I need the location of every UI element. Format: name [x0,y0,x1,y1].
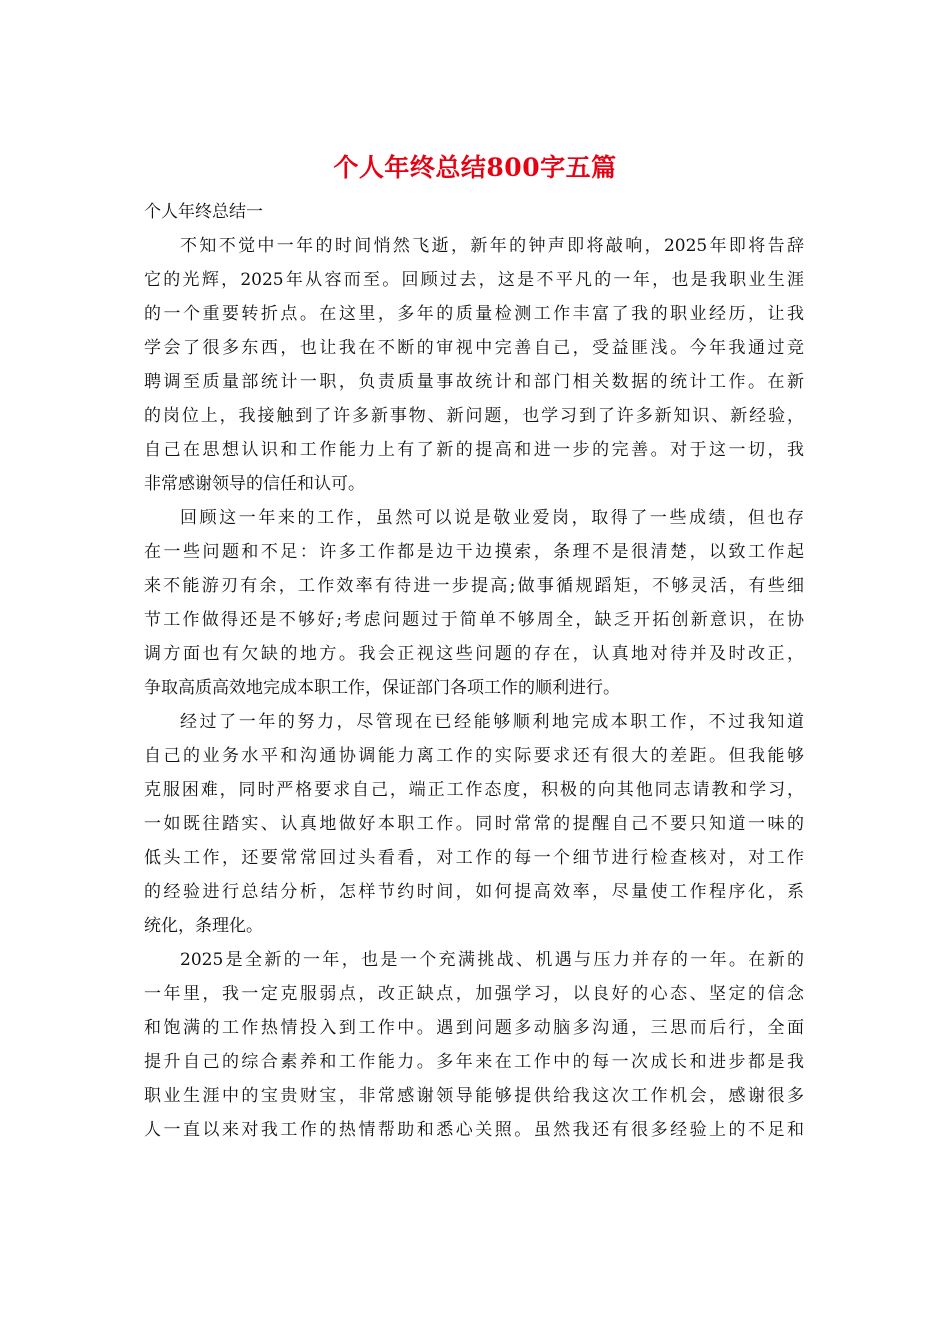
paragraph-line: 自己在思想认识和工作能力上有了新的提高和进一步的完善。对于这一切，我 [144,440,804,460]
paragraph-line: 非常感谢领导的信任和认可。 [144,474,365,494]
paragraph-line: 它的光辉，2025年从容而至。回顾过去，这是不平凡的一年，也是我职业生涯 [144,270,804,290]
paragraph-line: 克服困难，同时严格要求自己，端正工作态度，积极的向其他同志请教和学习， [144,780,804,800]
paragraph-line: 一如既往踏实、认真地做好本职工作。同时常常的提醒自己不要只知道一味的 [144,814,804,834]
paragraph-line: 调方面也有欠缺的地方。我会正视这些问题的存在，认真地对待并及时改正， [144,644,804,664]
paragraph-line: 和饱满的工作热情投入到工作中。遇到问题多动脑多沟通，三思而后行，全面 [144,1018,804,1038]
paragraph-line: 节工作做得还是不够好;考虑问题过于简单不够周全，缺乏开拓创新意识，在协 [144,610,804,630]
paragraph-line: 聘调至质量部统计一职，负责质量事故统计和部门相关数据的统计工作。在新 [144,372,804,392]
document-title: 个人年终总结800字五篇 [333,153,617,182]
paragraph-line: 学会了很多东西，也让我在不断的审视中完善自己，受益匪浅。今年我通过竞 [144,338,804,358]
paragraph-line: 经过了一年的努力，尽管现在已经能够顺利地完成本职工作，不过我知道 [180,712,804,732]
paragraph-line: 低头工作，还要常常回过头看看，对工作的每一个细节进行检查核对，对工作 [144,848,804,868]
paragraph-line: 职业生涯中的宝贵财宝，非常感谢领导能够提供给我这次工作机会，感谢很多 [144,1086,804,1106]
paragraph-line: 争取高质高效地完成本职工作，保证部门各项工作的顺利进行。 [144,678,620,698]
paragraph-line: 回顾这一年来的工作，虽然可以说是敬业爱岗，取得了一些成绩，但也存 [180,508,804,528]
paragraph-line: 来不能游刃有余，工作效率有待进一步提高;做事循规蹈矩，不够灵活，有些细 [144,576,804,596]
paragraph-line: 的岗位上，我接触到了许多新事物、新问题，也学习到了许多新知识、新经验， [144,406,804,426]
paragraph-line: 的经验进行总结分析，怎样节约时间，如何提高效率，尽量使工作程序化，系 [144,882,804,902]
paragraph-line: 2025是全新的一年，也是一个充满挑战、机遇与压力并存的一年。在新的 [180,950,804,970]
paragraph-line: 自己的业务水平和沟通协调能力离工作的实际要求还有很大的差距。但我能够 [144,746,804,766]
section-heading: 个人年终总结一 [144,202,263,222]
paragraph-line: 在一些问题和不足：许多工作都是边干边摸索，条理不是很清楚，以致工作起 [144,542,804,562]
paragraph-line: 统化，条理化。 [144,916,263,936]
paragraph-line: 人一直以来对我工作的热情帮助和悉心关照。虽然我还有很多经验上的不足和 [144,1120,804,1140]
paragraph-line: 提升自己的综合素养和工作能力。多年来在工作中的每一次成长和进步都是我 [144,1052,804,1072]
paragraph-line: 一年里，我一定克服弱点，改正缺点，加强学习，以良好的心态、坚定的信念 [144,984,804,1004]
paragraph-line: 不知不觉中一年的时间悄然飞逝，新年的钟声即将敲响，2025年即将告辞 [180,236,804,256]
paragraph-line: 的一个重要转折点。在这里，多年的质量检测工作丰富了我的职业经历，让我 [144,304,804,324]
